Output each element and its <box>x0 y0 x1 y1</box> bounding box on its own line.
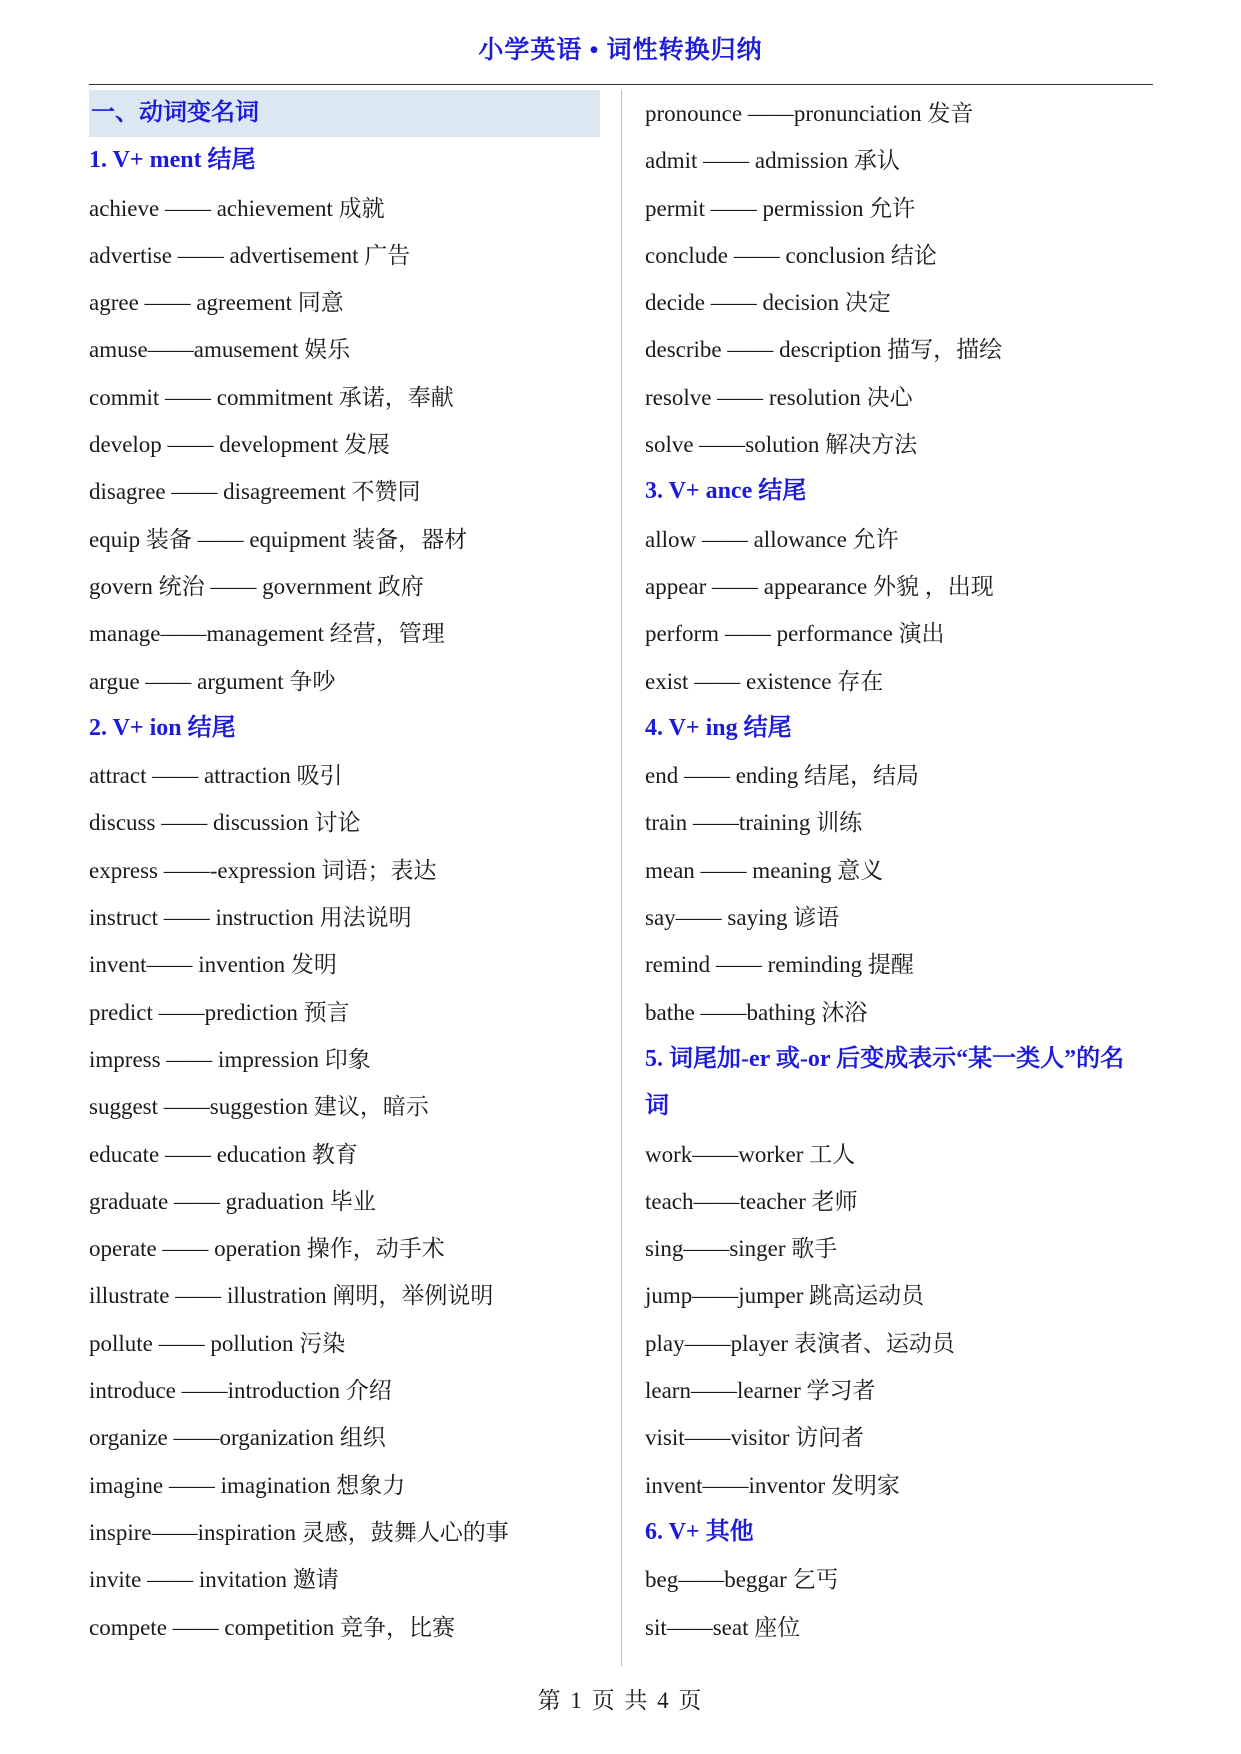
vocab-entry: admit —— admission 承认 <box>645 148 900 174</box>
vocab-entry: argue —— argument 争吵 <box>89 668 336 694</box>
vocab-entry: organize ——organization 组织 <box>89 1425 386 1451</box>
vocab-entry: invite —— invitation 邀请 <box>89 1567 339 1593</box>
vocab-entry: sit——seat 座位 <box>645 1614 801 1640</box>
vocab-entry: learn——learner 学习者 <box>645 1378 876 1404</box>
column-divider <box>621 90 622 1666</box>
vocab-entry: commit —— commitment 承诺，奉献 <box>89 384 454 410</box>
subsection-heading: 5. 词尾加-er 或-or 后变成表示“某一类人”的名 <box>645 1045 1125 1072</box>
vocab-entry: equip 装备 —— equipment 装备，器材 <box>89 526 468 552</box>
vocab-entry: work——worker 工人 <box>645 1141 856 1167</box>
vocab-entry: develop —— development 发展 <box>89 432 390 458</box>
vocab-entry: remind —— reminding 提醒 <box>645 952 914 978</box>
section-title: 一、动词变名词 <box>89 90 600 137</box>
subsection-heading: 词 <box>645 1093 669 1120</box>
vocab-entry: advertise —— advertisement 广告 <box>89 242 411 268</box>
vocab-entry: mean —— meaning 意义 <box>645 857 884 883</box>
vocab-entry: exist —— existence 存在 <box>645 668 884 694</box>
vocab-entry: perform —— performance 演出 <box>645 621 945 647</box>
vocab-entry: pollute —— pollution 污染 <box>89 1330 346 1356</box>
vocab-entry: suggest ——suggestion 建议，暗示 <box>89 1094 429 1120</box>
page-footer: 第 1 页 共 4 页 <box>537 1688 704 1713</box>
vocab-entry: solve ——solution 解决方法 <box>645 432 918 458</box>
vocab-entry: visit——visitor 访问者 <box>645 1425 865 1451</box>
vocab-entry: bathe ——bathing 沐浴 <box>645 999 868 1025</box>
right-column <box>645 90 1165 1651</box>
vocab-entry: educate —— education 教育 <box>89 1141 358 1167</box>
vocab-entry: inspire——inspiration 灵感，鼓舞人心的事 <box>89 1519 509 1545</box>
vocab-entry: say—— saying 谚语 <box>645 905 840 931</box>
vocab-entry: conclude —— conclusion 结论 <box>645 242 937 268</box>
page-title: 小学英语 • 词性转换归纳 <box>478 37 763 64</box>
vocab-entry: predict ——prediction 预言 <box>89 999 350 1025</box>
vocab-entry: imagine —— imagination 想象力 <box>89 1472 406 1498</box>
vocab-entry: graduate —— graduation 毕业 <box>89 1188 376 1214</box>
vocab-entry: allow —— allowance 允许 <box>645 526 899 552</box>
vocab-entry: appear —— appearance 外貌 ，出现 <box>645 573 994 599</box>
vocab-entry: invent—— invention 发明 <box>89 952 337 978</box>
vocab-entry: end —— ending 结尾，结局 <box>645 763 920 789</box>
vocab-entry: pronounce ——pronunciation 发音 <box>645 101 974 126</box>
vocab-entry: invent——inventor 发明家 <box>645 1472 900 1498</box>
subsection-heading: 6. V+ 其他 <box>645 1518 754 1545</box>
vocab-entry: manage——management 经营，管理 <box>89 621 445 647</box>
vocab-entry: decide —— decision 决定 <box>645 290 891 316</box>
vocab-entry: compete —— competition 竞争，比赛 <box>89 1614 456 1640</box>
subsection-heading: 4. V+ ing 结尾 <box>645 714 792 741</box>
vocab-entry: jump——jumper 跳高运动员 <box>645 1283 925 1309</box>
vocab-entry: permit —— permission 允许 <box>645 195 916 221</box>
vocab-entry: impress —— impression 印象 <box>89 1046 371 1072</box>
vocab-entry: sing——singer 歌手 <box>645 1236 838 1262</box>
vocab-entry: govern 统治 —— government 政府 <box>89 573 424 599</box>
subsection-heading: 2. V+ ion 结尾 <box>89 714 236 741</box>
vocab-entry: achieve —— achievement 成就 <box>89 195 385 221</box>
vocab-entry: discuss —— discussion 讨论 <box>89 810 361 836</box>
vocab-entry: describe —— description 描写，描绘 <box>645 337 1003 363</box>
vocab-entry: attract —— attraction 吸引 <box>89 763 343 789</box>
vocab-entry: instruct —— instruction 用法说明 <box>89 905 412 931</box>
vocab-entry: disagree —— disagreement 不赞同 <box>89 479 421 505</box>
vocab-entry: express ——-expression 词语；表达 <box>89 857 437 883</box>
header-divider <box>89 84 1153 85</box>
vocab-entry: train ——training 训练 <box>645 810 863 836</box>
vocab-entry: play——player 表演者、运动员 <box>645 1330 955 1356</box>
vocab-entry: illustrate —— illustration 阐明，举例说明 <box>89 1283 494 1309</box>
vocab-entry: introduce ——introduction 介绍 <box>89 1378 392 1404</box>
vocab-entry: resolve —— resolution 决心 <box>645 384 913 410</box>
left-column <box>89 90 609 1651</box>
vocab-entry: amuse——amusement 娱乐 <box>89 337 351 363</box>
vocab-entry: teach——teacher 老师 <box>645 1188 858 1214</box>
vocab-entry: operate —— operation 操作，动手术 <box>89 1236 445 1262</box>
subsection-heading: 1. V+ ment 结尾 <box>89 147 256 174</box>
vocab-entry: beg——beggar 乞丐 <box>645 1567 839 1593</box>
subsection-heading: 3. V+ ance 结尾 <box>645 478 807 505</box>
vocab-entry: agree —— agreement 同意 <box>89 290 344 316</box>
